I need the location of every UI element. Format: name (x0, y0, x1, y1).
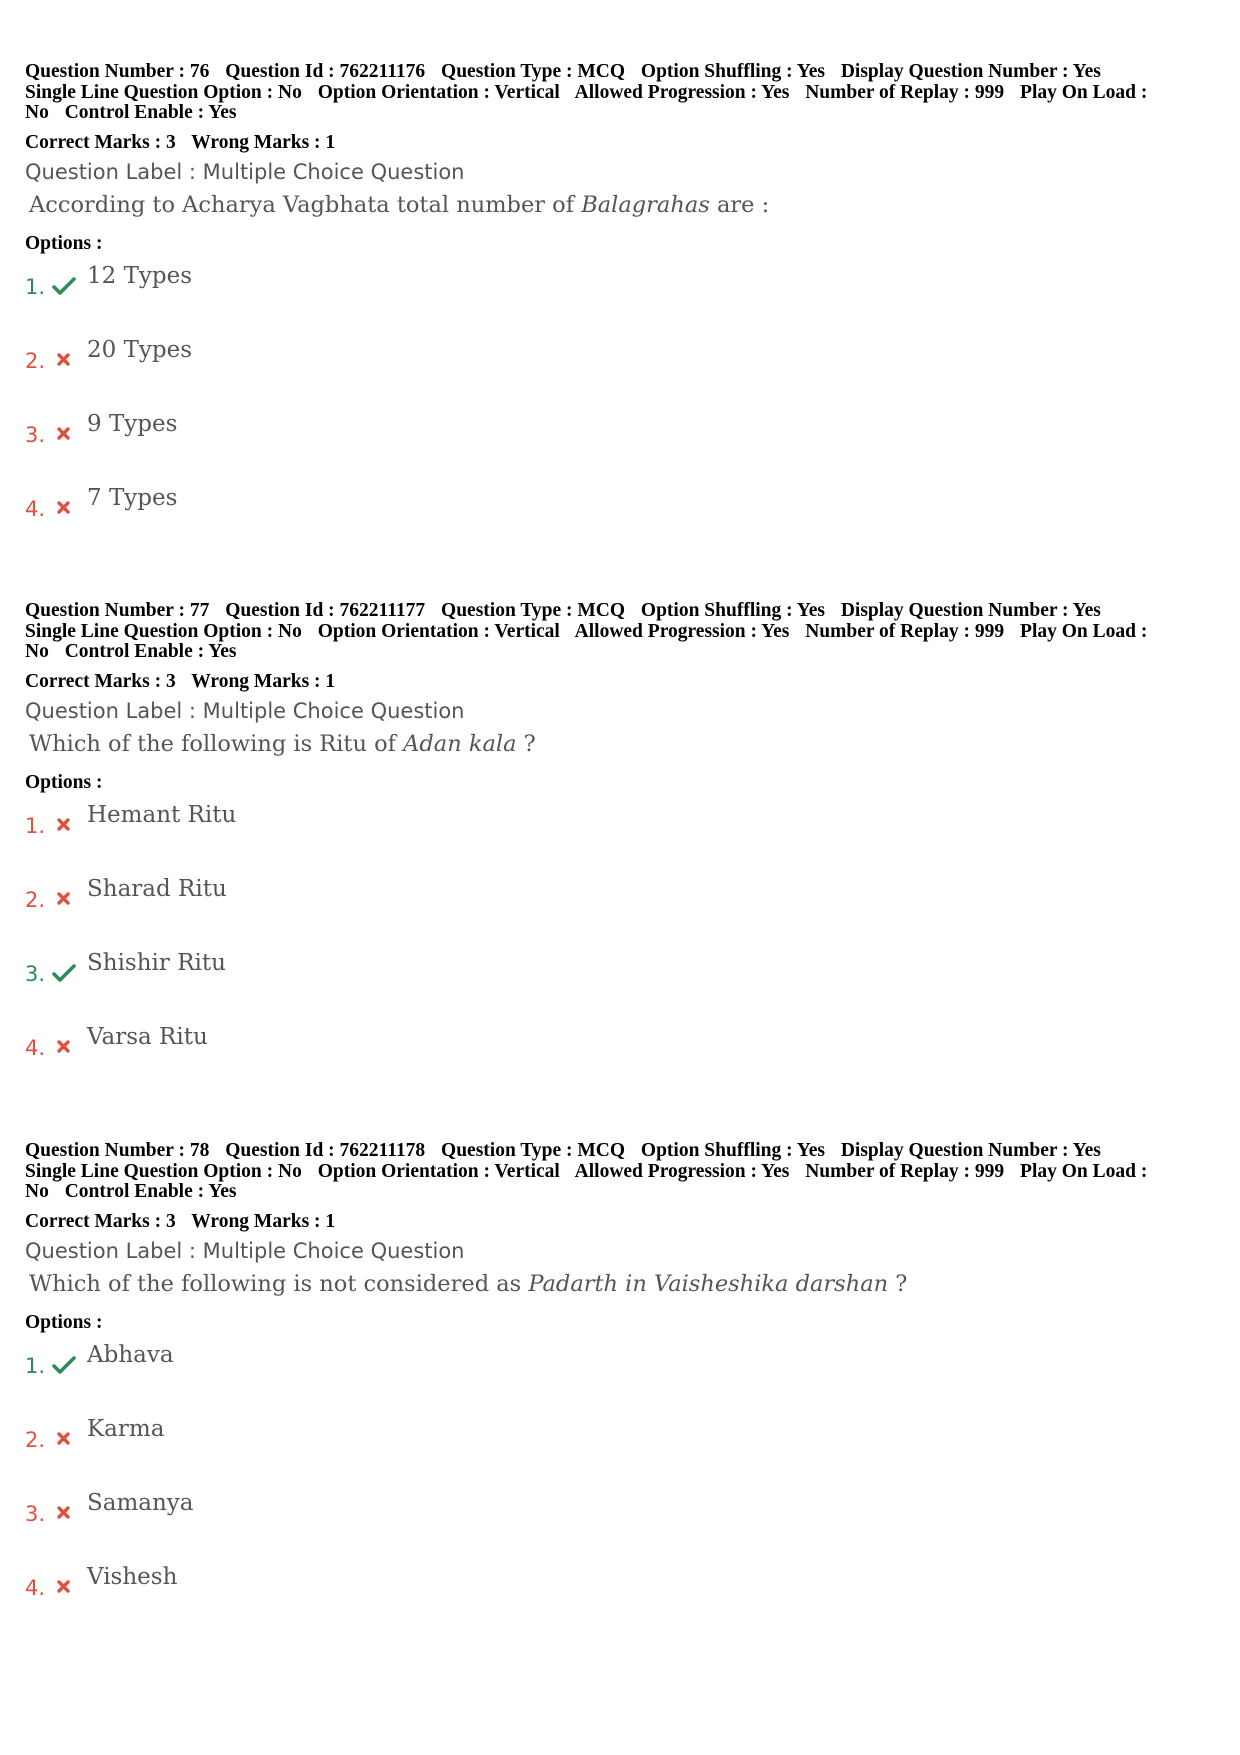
option-orientation: Option Orientation : Vertical (317, 81, 560, 103)
meta-line-2 (25, 1162, 1215, 1183)
cross-icon (52, 814, 76, 836)
question-meta (25, 1141, 1215, 1203)
question-text (29, 1269, 1215, 1299)
question-number: Question Number : 78 (25, 1140, 210, 1161)
correct-marks: Correct Marks : 3 (25, 670, 176, 692)
option-number: 2. (25, 348, 46, 373)
question-id: Question Id : 762211177 (225, 600, 426, 621)
play-on-load-value: No (25, 102, 49, 123)
option-number: 4. (25, 496, 46, 521)
option-shuffling: Option Shuffling : Yes (640, 1140, 825, 1161)
question-type: Question Type : MCQ (441, 61, 626, 82)
wrong-marks: Wrong Marks : 1 (191, 1210, 336, 1232)
question-label: Question Label : Multiple Choice Question (25, 1238, 465, 1263)
correct-marks: Correct Marks : 3 (25, 1210, 176, 1232)
option-2 (25, 1414, 1215, 1488)
option-text: 9 Types (87, 410, 178, 437)
number-of-replay: Number of Replay : 999 (805, 1160, 1005, 1182)
allowed-progression: Allowed Progression : Yes (574, 1160, 790, 1182)
option-1 (25, 261, 1215, 335)
question-block-78 (25, 1141, 1215, 1636)
option-shuffling: Option Shuffling : Yes (640, 600, 825, 621)
single-line-option: Single Line Question Option : No (25, 620, 302, 642)
option-text: Hemant Ritu (87, 801, 237, 828)
wrong-marks: Wrong Marks : 1 (191, 670, 336, 692)
marks-line (25, 671, 1215, 693)
meta-line-2 (25, 83, 1215, 104)
play-on-load-value: No (25, 641, 49, 662)
option-list (25, 800, 1215, 1096)
question-meta (25, 601, 1215, 663)
options-heading: Options : (25, 771, 103, 793)
display-question-number: Display Question Number : Yes (840, 600, 1101, 621)
question-number: Question Number : 77 (25, 600, 210, 621)
option-2 (25, 874, 1215, 948)
option-1 (25, 1340, 1215, 1414)
option-4 (25, 483, 1215, 557)
option-3 (25, 948, 1215, 1022)
control-enable: Control Enable : Yes (64, 641, 237, 662)
option-text: Karma (87, 1415, 165, 1442)
option-1 (25, 800, 1215, 874)
play-on-load: Play On Load : (1020, 81, 1148, 103)
option-orientation: Option Orientation : Vertical (317, 620, 560, 642)
meta-line-3 (25, 1182, 1215, 1203)
option-text: Shishir Ritu (87, 949, 226, 976)
option-number: 3. (25, 961, 46, 986)
wrong-marks: Wrong Marks : 1 (191, 131, 336, 153)
option-4 (25, 1022, 1215, 1096)
question-text-italic: Balagrahas (581, 191, 710, 218)
single-line-option: Single Line Question Option : No (25, 1160, 302, 1182)
cross-icon (52, 349, 76, 371)
meta-line-3 (25, 642, 1215, 663)
cross-icon (52, 888, 76, 910)
option-list (25, 1340, 1215, 1636)
play-on-load: Play On Load : (1020, 620, 1148, 642)
cross-icon (52, 1428, 76, 1450)
cross-icon (52, 1502, 76, 1524)
option-text: Vishesh (87, 1563, 178, 1590)
play-on-load: Play On Load : (1020, 1160, 1148, 1182)
option-number: 2. (25, 1427, 46, 1452)
option-text: 7 Types (87, 484, 178, 511)
question-label: Question Label : Multiple Choice Question (25, 159, 465, 184)
option-list (25, 261, 1215, 557)
meta-line-1 (25, 62, 1215, 83)
option-number: 3. (25, 422, 46, 447)
question-id: Question Id : 762211176 (225, 61, 426, 82)
question-text-part: Which of the following is not considered as (29, 1270, 529, 1297)
display-question-number: Display Question Number : Yes (840, 61, 1101, 82)
meta-line-2 (25, 622, 1215, 643)
question-block-76 (25, 62, 1215, 557)
marks-line (25, 132, 1215, 154)
question-id: Question Id : 762211178 (225, 1140, 426, 1161)
question-text-part: According to Acharya Vagbhata total number of (29, 191, 582, 218)
option-4 (25, 1562, 1215, 1636)
question-text (29, 190, 1215, 220)
option-number: 3. (25, 1501, 46, 1526)
allowed-progression: Allowed Progression : Yes (574, 81, 790, 103)
question-text-italic: Padarth in Vaisheshika darshan (528, 1270, 889, 1297)
allowed-progression: Allowed Progression : Yes (574, 620, 790, 642)
option-number: 4. (25, 1575, 46, 1600)
control-enable: Control Enable : Yes (64, 102, 237, 123)
question-text-italic: Adan kala (403, 730, 517, 757)
question-text (29, 729, 1215, 759)
option-shuffling: Option Shuffling : Yes (640, 61, 825, 82)
question-text-end: are : (709, 191, 770, 218)
question-label: Question Label : Multiple Choice Question (25, 698, 465, 723)
check-icon (52, 1354, 76, 1376)
option-2 (25, 335, 1215, 409)
single-line-option: Single Line Question Option : No (25, 81, 302, 103)
option-3 (25, 409, 1215, 483)
question-meta (25, 62, 1215, 124)
correct-marks: Correct Marks : 3 (25, 131, 176, 153)
play-on-load-value: No (25, 1181, 49, 1202)
cross-icon (52, 1576, 76, 1598)
meta-line-3 (25, 103, 1215, 124)
option-number: 4. (25, 1035, 46, 1060)
question-block-77 (25, 601, 1215, 1096)
option-number: 1. (25, 1353, 46, 1378)
question-type: Question Type : MCQ (441, 600, 626, 621)
options-heading: Options : (25, 1311, 103, 1333)
option-text: 12 Types (87, 262, 193, 289)
question-text-end: ? (888, 1270, 908, 1297)
option-orientation: Option Orientation : Vertical (317, 1160, 560, 1182)
options-heading: Options : (25, 232, 103, 254)
option-text: Samanya (87, 1489, 194, 1516)
question-type: Question Type : MCQ (441, 1140, 626, 1161)
question-text-part: Which of the following is Ritu of (29, 730, 404, 757)
cross-icon (52, 423, 76, 445)
question-number: Question Number : 76 (25, 61, 210, 82)
cross-icon (52, 497, 76, 519)
question-text-end: ? (516, 730, 536, 757)
meta-line-1 (25, 1141, 1215, 1162)
check-icon (52, 962, 76, 984)
number-of-replay: Number of Replay : 999 (805, 81, 1005, 103)
meta-line-1 (25, 601, 1215, 622)
option-number: 2. (25, 887, 46, 912)
number-of-replay: Number of Replay : 999 (805, 620, 1005, 642)
cross-icon (52, 1036, 76, 1058)
option-number: 1. (25, 813, 46, 838)
option-3 (25, 1488, 1215, 1562)
option-text: Sharad Ritu (87, 875, 227, 902)
option-text: Varsa Ritu (87, 1023, 208, 1050)
option-number: 1. (25, 274, 46, 299)
option-text: 20 Types (87, 336, 193, 363)
check-icon (52, 275, 76, 297)
marks-line (25, 1211, 1215, 1233)
control-enable: Control Enable : Yes (64, 1181, 237, 1202)
display-question-number: Display Question Number : Yes (840, 1140, 1101, 1161)
option-text: Abhava (87, 1341, 174, 1368)
